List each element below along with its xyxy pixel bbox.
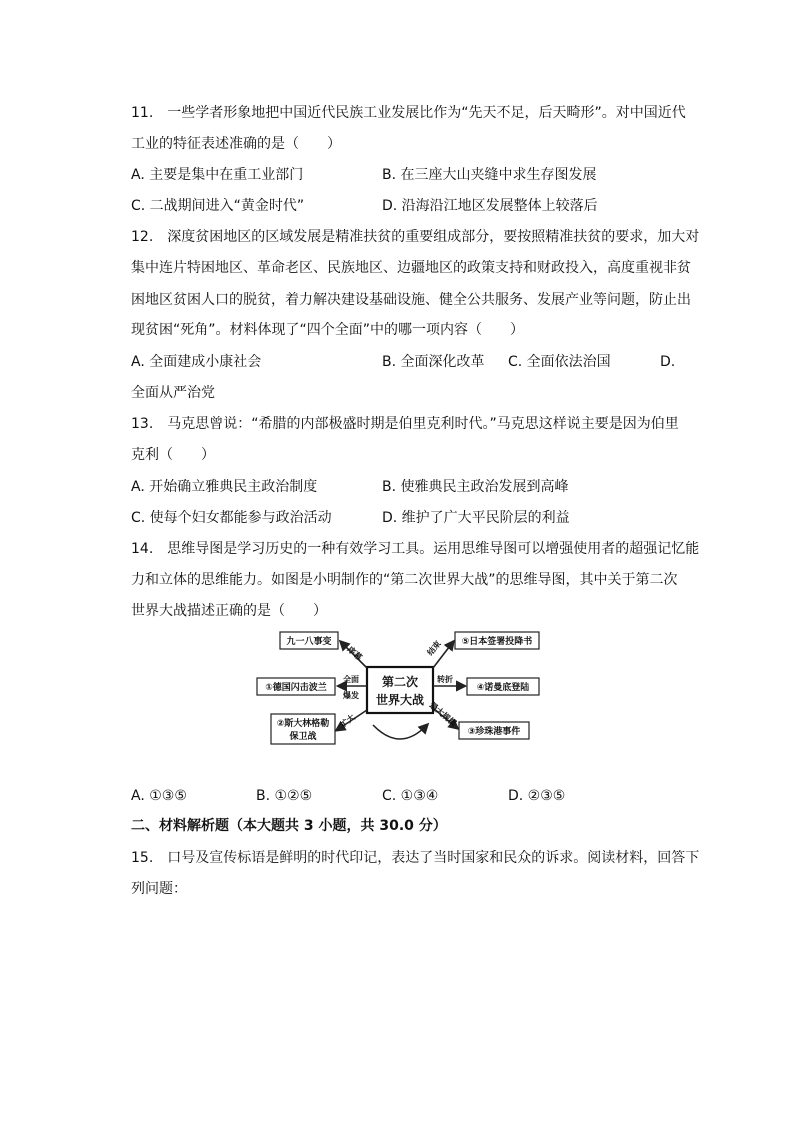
q14-line-2: 力和立体的思维能力。如图是小明制作的“第二次世界大战”的思维导图，其中关于第二次 bbox=[131, 572, 678, 588]
q13-line-2: 克利（ ） bbox=[131, 447, 215, 463]
node-bottom-right-text: ③珍珠港事件 bbox=[467, 727, 521, 737]
section-2-title: 二、材料解析题（本大题共 3 小题，共 30.0 分） bbox=[131, 818, 447, 834]
q11-option-a: A. 主要是集中在重工业部门 bbox=[131, 167, 304, 183]
q13-option-a: A. 开始确立雅典民主政治制度 bbox=[131, 479, 318, 495]
node-top-right-text: ⑤日本签署投降书 bbox=[461, 637, 533, 647]
edge-label-mid-left-1: 全面 bbox=[343, 675, 359, 684]
curved-arrow bbox=[373, 725, 427, 739]
edge-label-top-right: 结束 bbox=[425, 639, 443, 658]
q11-line-2: 工业的特征表述准确的是（ ） bbox=[131, 136, 341, 152]
edge-label-top-left: 序幕 bbox=[345, 644, 364, 663]
q12-option-d-text: 全面从严治党 bbox=[131, 385, 215, 401]
node-bottom-left-text-2: 保卫战 bbox=[289, 732, 317, 742]
q12-line-1: 12. 深度贫困地区的区域发展是精准扶贫的重要组成部分，要按照精准扶贫的要求，加大对 bbox=[131, 229, 700, 245]
q12-line-4: 现贫困“死角”。材料体现了“四个全面”中的哪一项内容（ ） bbox=[131, 322, 525, 338]
edge-label-mid-left-2: 爆发 bbox=[343, 691, 359, 700]
q14-line-1: 14. 思维导图是学习历史的一种有效学习工具。运用思维导图可以增强使用者的超强记忆能 bbox=[131, 541, 700, 557]
q15-line-2: 列问题： bbox=[131, 881, 187, 897]
edge-label-mid-right: 转折 bbox=[437, 675, 453, 684]
node-bottom-left-text-1: ②斯大林格勒 bbox=[276, 719, 330, 729]
q14-option-a: A. ①③⑤ bbox=[131, 788, 187, 804]
q14-option-c: C. ①③④ bbox=[382, 788, 439, 804]
q11-option-d: D. 沿海沿江地区发展整体上较落后 bbox=[382, 198, 598, 214]
edge-label-bottom-right: 最大规模 bbox=[427, 700, 459, 729]
center-text-1: 第二次 bbox=[381, 675, 419, 689]
q11-option-b: B. 在三座大山夹缝中求生存图发展 bbox=[382, 167, 597, 183]
q12-option-d: D. bbox=[660, 354, 676, 370]
q13-option-c: C. 使每个妇女都能参与政治活动 bbox=[131, 510, 332, 526]
center-text-2: 世界大战 bbox=[375, 693, 425, 707]
q11-line-1: 11. 一些学者形象地把中国近代民族工业发展比作为“先天不足，后天畸形”。对中国近代 bbox=[131, 105, 686, 121]
q15-line-1: 15. 口号及宣传标语是鲜明的时代印记，表达了当时国家和民众的诉求。阅读材料，回答下 bbox=[131, 850, 700, 866]
q13-line-1: 13. 马克思曾说：“希腊的内部极盛时期是伯里克利时代。”马克思这样说主要是因为伯里 bbox=[131, 416, 679, 432]
q14-option-b: B. ①②⑤ bbox=[256, 788, 313, 804]
edge-label-bottom-left: 扩大 bbox=[338, 712, 357, 730]
q12-option-b: B. 全面深化改革 bbox=[382, 354, 485, 370]
q13-option-d: D. 维护了广大平民阶层的利益 bbox=[382, 510, 570, 526]
node-mid-left-text: ①德国闪击波兰 bbox=[265, 683, 327, 693]
node-mid-right-text: ④诺曼底登陆 bbox=[476, 683, 530, 693]
q12-option-a: A. 全面建成小康社会 bbox=[131, 354, 262, 370]
q13-option-b: B. 使雅典民主政治发展到高峰 bbox=[382, 479, 569, 495]
q14-option-d: D. ②③⑤ bbox=[508, 788, 566, 804]
q14-line-3: 世界大战描述正确的是（ ） bbox=[131, 603, 327, 619]
node-top-left-text: 九一八事变 bbox=[286, 637, 332, 647]
q12-line-2: 集中连片特困地区、革命老区、民族地区、边疆地区的政策支持和财政投入，高度重视非贫 bbox=[131, 260, 691, 276]
q12-line-3: 困地区贫困人口的脱贫，着力解决建设基础设施、健全公共服务、发展产业等问题，防止出 bbox=[131, 292, 691, 308]
ww2-mind-map bbox=[255, 628, 545, 778]
q11-option-c: C. 二战期间进入“黄金时代” bbox=[131, 198, 305, 214]
q12-option-c: C. 全面依法治国 bbox=[508, 354, 611, 370]
